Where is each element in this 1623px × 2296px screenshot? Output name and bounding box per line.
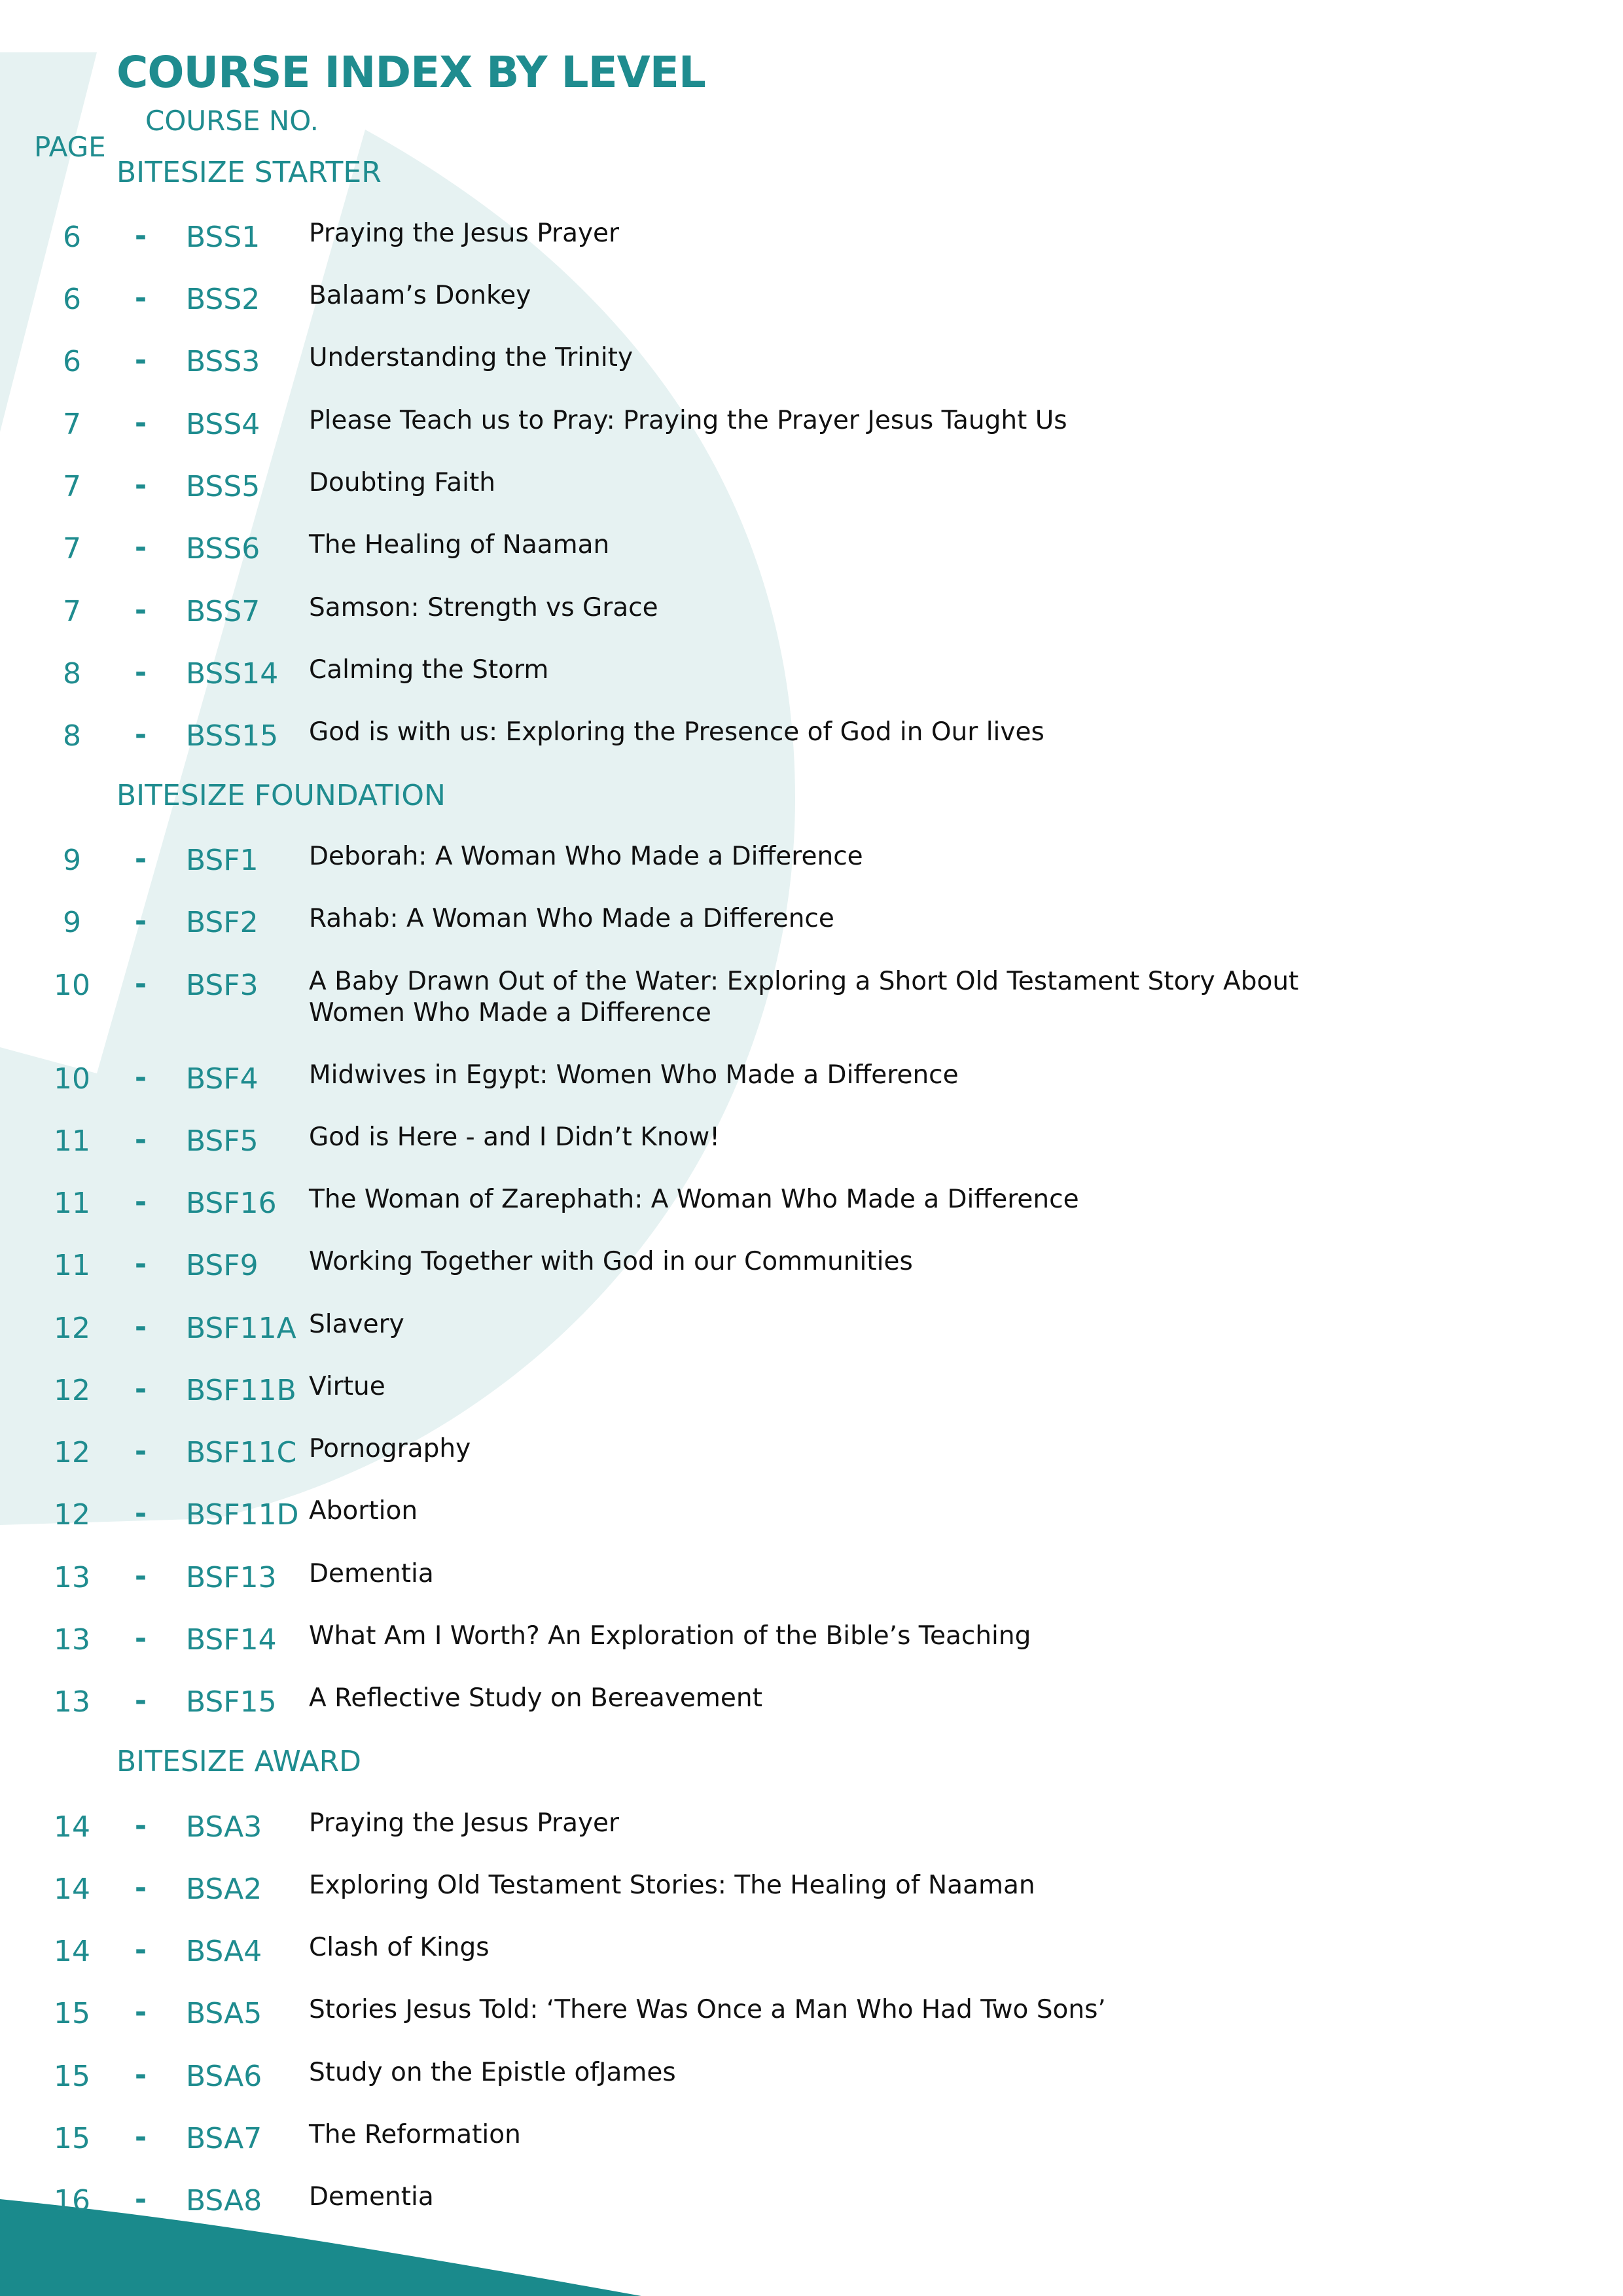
separator-dash: - [134,1247,147,1281]
table-row [0,1560,1623,1612]
course-title: Doubting Faith [309,468,495,497]
separator-dash: - [134,1497,147,1530]
page-number: 7 [63,408,81,441]
page-number: 14 [54,1873,90,1906]
page-number: 6 [63,283,81,316]
table-row [0,2058,1623,2111]
table-row [0,1622,1623,1674]
course-code: BSS4 [186,408,260,441]
course-code: BSS14 [186,657,279,691]
table-row [0,967,1623,1052]
separator-dash: - [134,406,147,440]
page-number: 12 [54,1498,90,1532]
page-number: 10 [54,969,90,1002]
course-code: BSF9 [186,1249,259,1282]
course-title: Understanding the Trinity [309,343,633,372]
table-row [0,1684,1623,1736]
course-code: BSA7 [186,2122,262,2155]
table-row [0,1372,1623,1425]
table-row [0,1061,1623,1113]
course-title: Study on the Epistle ofJames [309,2058,676,2087]
course-title: Samson: Strength vs Grace [309,593,658,622]
course-code: BSS15 [186,719,279,753]
page-number: 10 [54,1062,90,1096]
page-number: 14 [54,1935,90,1968]
separator-dash: - [134,594,147,627]
separator-dash: - [134,219,147,253]
separator-dash: - [134,1996,147,2029]
course-code: BSS7 [186,595,260,628]
course-title: Slavery [309,1310,404,1339]
course-title: Midwives in Egypt: Women Who Made a Difference [309,1060,959,1090]
separator-dash: - [134,531,147,564]
course-code: BSF11C [186,1436,297,1469]
page-column-header: PAGE [34,131,106,163]
course-title: Rahab: A Woman Who Made a Difference [309,904,834,933]
course-code: BSF14 [186,1623,277,1657]
table-row [0,1996,1623,2048]
separator-dash: - [134,718,147,751]
page-number: 15 [54,2060,90,2093]
course-code: BSA8 [186,2184,262,2217]
course-title: Exploring Old Testament Stories: The Healing of Naaman [309,1871,1035,1900]
page-number: 11 [54,1124,90,1158]
separator-dash: - [134,469,147,502]
separator-dash: - [134,1871,147,1905]
table-row [0,219,1623,272]
table-row [0,594,1623,646]
course-code: BSF4 [186,1062,259,1096]
course-title: A Reflective Study on Bereavement [309,1683,762,1713]
course-title: Deborah: A Woman Who Made a Difference [309,842,863,871]
page-number: 12 [54,1312,90,1345]
course-title: The Healing of Naaman [309,530,610,560]
table-row [0,656,1623,708]
course-title: A Baby Drawn Out of the Water: Exploring a Short Old Testament Story About Women Who Made a Difference [309,967,1299,1028]
separator-dash: - [134,1372,147,1406]
separator-dash: - [134,1435,147,1468]
course-title: Calming the Storm [309,655,549,685]
course-title: Pornography [309,1434,471,1463]
table-row [0,1435,1623,1487]
page-number: 12 [54,1436,90,1469]
course-no-header: COURSE NO. [145,105,319,137]
course-code: BSF11D [186,1498,299,1532]
separator-dash: - [134,1061,147,1094]
course-title: God is with us: Exploring the Presence of God in Our lives [309,717,1044,747]
page-number: 15 [54,2122,90,2155]
table-row [0,1185,1623,1238]
page-number: 7 [63,595,81,628]
table-row [0,1933,1623,1986]
course-title: Working Together with God in our Communities [309,1247,913,1276]
course-code: BSA3 [186,1810,262,1844]
course-code: BSA2 [186,1873,262,1906]
course-title: Balaam’s Donkey [309,281,531,310]
course-title: Virtue [309,1372,385,1401]
course-code: BSF16 [186,1187,277,1220]
course-code: BSF3 [186,969,259,1002]
separator-dash: - [134,1310,147,1344]
course-code: BSF1 [186,844,259,877]
course-title: Stories Jesus Told: ‘There Was Once a Man Who Had Two Sons’ [309,1995,1106,2024]
separator-dash: - [134,281,147,315]
table-row [0,2121,1623,2173]
separator-dash: - [134,1560,147,1593]
course-title: Dementia [309,2182,434,2212]
page-number: 9 [63,906,81,939]
course-title: Clash of Kings [309,1933,490,1962]
page-number: 15 [54,1997,90,2030]
table-row [0,344,1623,396]
separator-dash: - [134,1123,147,1157]
course-code: BSA4 [186,1935,262,1968]
course-code: BSA5 [186,1997,262,2030]
course-title: The Woman of Zarephath: A Woman Who Made a Difference [309,1185,1079,1214]
page-number: 11 [54,1249,90,1282]
page-number: 6 [63,221,81,254]
section-heading-starter: BITESIZE STARTER [116,156,382,189]
page-number: 8 [63,719,81,753]
page-number: 7 [63,532,81,565]
page-number: 8 [63,657,81,691]
page-number: 11 [54,1187,90,1220]
separator-dash: - [134,1684,147,1717]
course-code: BSF11A [186,1312,296,1345]
course-title: Please Teach us to Pray: Praying the Prayer Jesus Taught Us [309,406,1067,435]
course-code: BSF13 [186,1561,277,1594]
separator-dash: - [134,2183,147,2216]
separator-dash: - [134,1809,147,1842]
course-code: BSS5 [186,470,260,503]
table-row [0,1310,1623,1363]
course-title: Praying the Jesus Prayer [309,1808,620,1838]
course-code: BSF15 [186,1685,277,1719]
table-row [0,406,1623,459]
separator-dash: - [134,842,147,876]
table-row [0,1871,1623,1924]
separator-dash: - [134,656,147,689]
separator-dash: - [134,1185,147,1219]
course-title: The Reformation [309,2120,521,2149]
course-title: Praying the Jesus Prayer [309,219,620,248]
page-number: 9 [63,844,81,877]
course-title: Dementia [309,1559,434,1588]
separator-dash: - [134,905,147,938]
page-number: 6 [63,345,81,378]
table-row [0,531,1623,583]
separator-dash: - [134,1622,147,1655]
course-title: What Am I Worth? An Exploration of the Bible’s Teaching [309,1621,1031,1651]
table-row [0,842,1623,895]
table-row [0,718,1623,770]
page-number: 14 [54,1810,90,1844]
course-code: BSF11B [186,1374,296,1407]
table-row [0,469,1623,521]
section-heading-award: BITESIZE AWARD [116,1745,362,1778]
page-number: 13 [54,1561,90,1594]
table-row [0,905,1623,957]
page-title: COURSE INDEX BY LEVEL [116,47,705,98]
separator-dash: - [134,2121,147,2154]
table-row [0,1247,1623,1300]
table-row [0,2183,1623,2235]
separator-dash: - [134,967,147,1001]
course-code: BSS2 [186,283,260,316]
page-number: 7 [63,470,81,503]
table-row [0,1123,1623,1175]
page-number: 12 [54,1374,90,1407]
page-number: 13 [54,1685,90,1719]
course-code: BSA6 [186,2060,262,2093]
page-number: 16 [54,2184,90,2217]
course-title: Abortion [309,1496,418,1526]
course-code: BSS1 [186,221,260,254]
course-code: BSS3 [186,345,260,378]
separator-dash: - [134,1933,147,1967]
section-heading-foundation: BITESIZE FOUNDATION [116,779,446,812]
separator-dash: - [134,2058,147,2092]
table-row [0,1809,1623,1861]
course-code: BSF5 [186,1124,259,1158]
course-title: God is Here - and I Didn’t Know! [309,1122,720,1152]
page-number: 13 [54,1623,90,1657]
course-code: BSS6 [186,532,260,565]
table-row [0,1497,1623,1549]
course-code: BSF2 [186,906,259,939]
separator-dash: - [134,344,147,377]
table-row [0,281,1623,334]
